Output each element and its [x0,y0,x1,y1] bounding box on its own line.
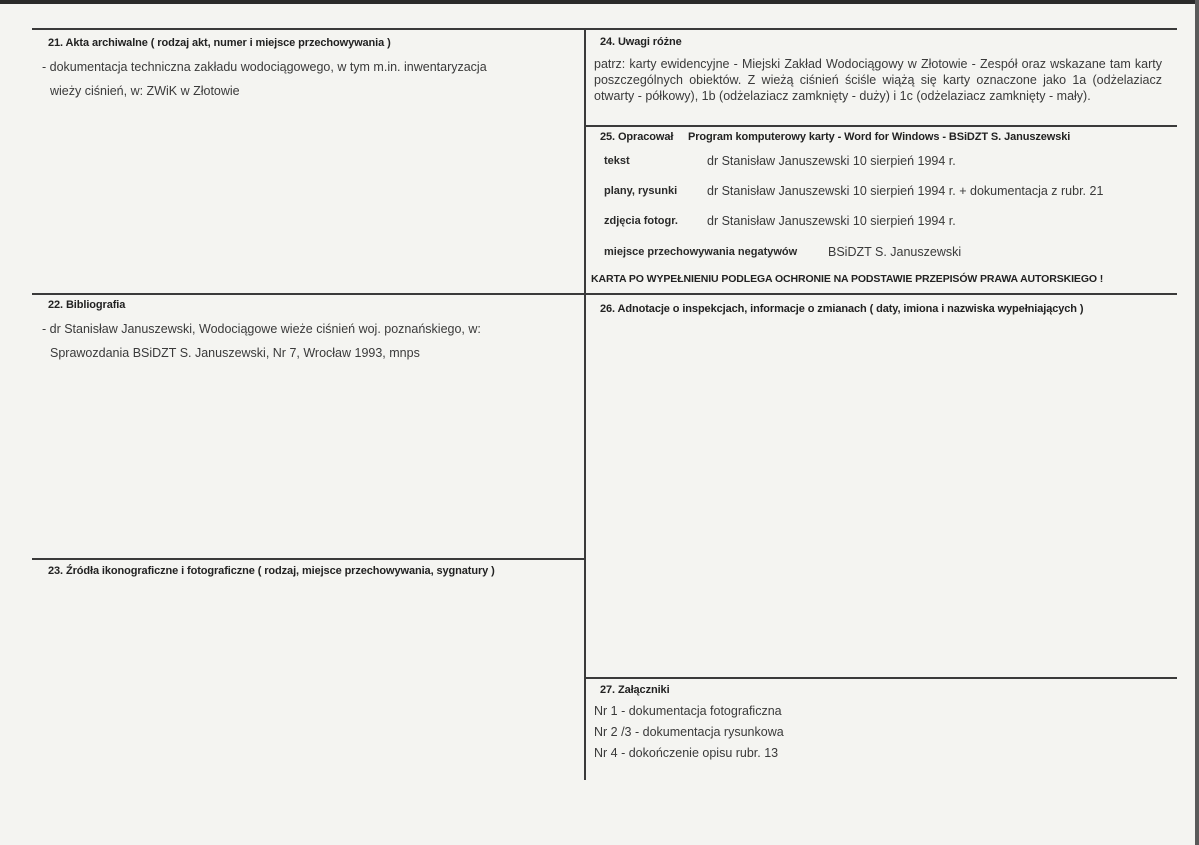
row-value-negatywy: BSiDZT S. Januszewski [828,245,962,259]
center-divider [584,28,586,780]
scan-top-edge [0,0,1199,4]
attachment-item-2: Nr 2 /3 - dokumentacja rysunkowa [594,725,784,739]
section-22-heading: 22. Bibliografia [48,299,126,311]
rule-27-top [585,677,1177,679]
section-21-line-1: - dokumentacja techniczna zakładu wodociągowego, w tym m.in. inwentaryzacja [42,60,487,74]
section-23-heading: 23. Źródła ikonograficzne i fotograficzne ( rodzaj, miejsce przechowywania, sygnatury ) [48,565,495,577]
section-21-line-2: wieży ciśnień, w: ZWiK w Złotowie [50,84,240,98]
section-21-heading: 21. Akta archiwalne ( rodzaj akt, numer i miejsce przechowywania ) [48,37,391,49]
top-rule [32,28,1177,30]
row-label-tekst: tekst [604,155,630,167]
section-26-heading: 26. Adnotacje o inspekcjach, informacje o zmianach ( daty, imiona i nazwiska wypełniających ) [600,303,1084,315]
attachment-item-1: Nr 1 - dokumentacja fotograficzna [594,704,782,718]
row-label-zdjecia: zdjęcia fotogr. [604,215,678,227]
row-label-negatywy: miejsce przechowywania negatywów [604,246,798,258]
section-24-text: patrz: karty ewidencyjne - Miejski Zakład Wodociągowy w Złotowie - Zespół oraz wskazane tam karty poszczególnych obiektów. Z wieżą ciśnień ściśle wiążą się karty oznaczone jako 1a (odżelaziacz otwarty - półkowy), 1b (odżelaziacz zamknięty - duży) i 1c (odżelaziacz zamknięty - mały). [594,57,1162,103]
section-25-program: Program komputerowy karty - Word for Windows - BSiDZT S. Januszewski [688,131,1071,143]
copyright-notice: KARTA PO WYPEŁNIENIU PODLEGA OCHRONIE NA PODSTAWIE PRZEPISÓW PRAWA AUTORSKIEGO ! [591,273,1104,285]
section-22-line-1: - dr Stanisław Januszewski, Wodociągowe wieże ciśnień woj. poznańskiego, w: [42,322,481,336]
rule-23-top [32,558,585,560]
row-value-tekst: dr Stanisław Januszewski 10 sierpień 1994 r. [707,154,956,168]
row-value-zdjecia: dr Stanisław Januszewski 10 sierpień 1994 r. [707,214,956,228]
section-22-line-2: Sprawozdania BSiDZT S. Januszewski, Nr 7, Wrocław 1993, mnps [50,346,420,360]
row-label-plany: plany, rysunki [604,185,678,197]
rule-22-top [32,293,585,295]
attachment-item-3: Nr 4 - dokończenie opisu rubr. 13 [594,746,779,760]
section-27-heading: 27. Załączniki [600,684,670,696]
row-value-plany: dr Stanisław Januszewski 10 sierpień 1994 r. + dokumentacja z rubr. 21 [707,184,1104,198]
rule-26-top [585,293,1177,295]
scan-right-edge [1195,0,1199,845]
section-24-heading: 24. Uwagi różne [600,36,682,48]
rule-25-top [585,125,1177,127]
section-25-heading: 25. Opracował [600,131,674,143]
